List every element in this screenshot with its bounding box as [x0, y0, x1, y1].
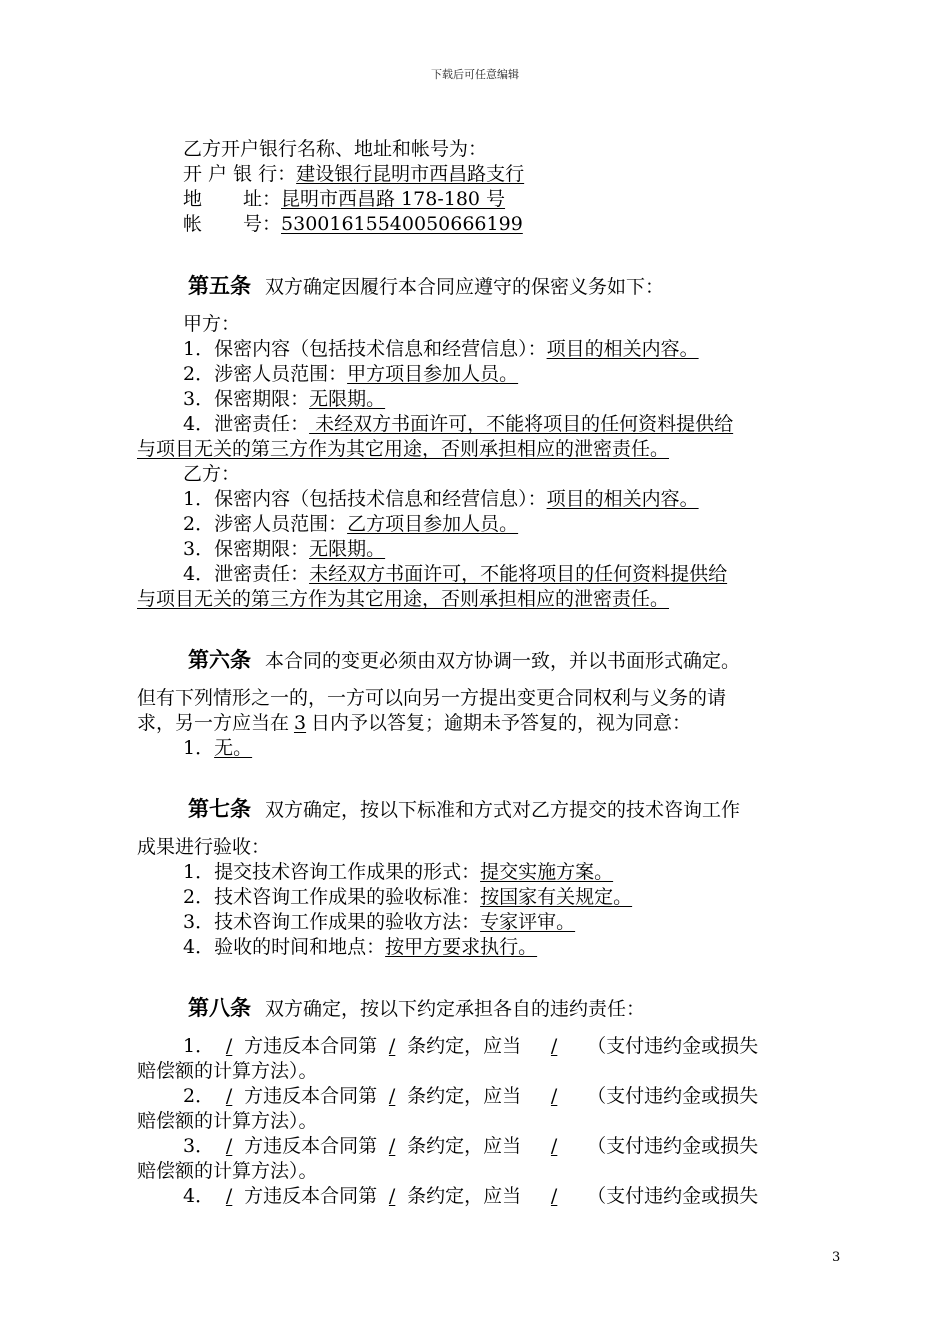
b-item-2-value: 乙方项目参加人员。	[347, 513, 519, 535]
item-text-3: （支付违约金或损失	[587, 1085, 759, 1107]
article-7-text-2: 成果进行验收：	[137, 836, 271, 858]
article-7-item-4-value: 按甲方要求执行。	[385, 936, 538, 958]
item-number: 2．	[183, 1085, 215, 1107]
a-item-3-label: 3．保密期限：	[183, 388, 310, 410]
article-6-text-3b: 日内予以答复；逾期未予答复的，视为同意：	[311, 712, 692, 734]
article-6-text-1: 本合同的变更必须由双方协调一致，并以书面形式确定。	[265, 650, 741, 672]
item-text-2: 条约定，应当	[407, 1135, 522, 1157]
item-continuation: 赔偿额的计算方法）。	[137, 1060, 318, 1082]
b-item-1	[183, 487, 723, 511]
bank-line	[183, 162, 814, 186]
reply-days: 3	[293, 712, 307, 734]
article-6-text-3a: 求，另一方应当在	[137, 712, 290, 734]
article-7-item-1-value: 提交实施方案。	[480, 861, 614, 883]
item-continuation: 赔偿额的计算方法）。	[137, 1160, 318, 1182]
account-value: 53001615540050666199	[281, 213, 523, 235]
item-text-3: （支付违约金或损失	[587, 1135, 759, 1157]
article-7-heading: 第七条	[188, 796, 251, 821]
article-6-line-3	[137, 711, 691, 735]
penalty-blank: /	[550, 1035, 558, 1057]
article-5-text: 双方确定因履行本合同应遵守的保密义务如下：	[265, 276, 665, 298]
article-7-item-3-value: 专家评审。	[480, 911, 576, 933]
penalty-blank: /	[550, 1135, 558, 1157]
article-8-title	[188, 996, 645, 1021]
a-item-3-value: 无限期。	[309, 388, 386, 410]
party-blank: /	[225, 1185, 233, 1207]
clause-blank: /	[388, 1135, 396, 1157]
article-8-item	[183, 1134, 758, 1158]
item-text-1: 方违反本合同第	[244, 1035, 378, 1057]
article-6-item-1-label: 1．	[183, 737, 215, 759]
address-label-2: 址：	[243, 188, 282, 210]
item-text-3: （支付违约金或损失	[587, 1035, 759, 1057]
b-item-4-value-2: 与项目无关的第三方作为其它用途，否则承担相应的泄密责任。	[137, 588, 670, 610]
party-blank: /	[225, 1135, 233, 1157]
a-item-4-value-1: 未经双方书面许可，不能将项目的任何资料提供给	[309, 413, 734, 435]
article-7-text-1: 双方确定，按以下标准和方式对乙方提交的技术咨询工作	[265, 799, 741, 821]
item-number: 1．	[183, 1035, 215, 1057]
b-item-2	[183, 512, 760, 536]
article-7-item-3	[183, 910, 756, 934]
a-item-2	[183, 362, 767, 386]
a-item-4	[183, 412, 733, 436]
clause-blank: /	[388, 1185, 396, 1207]
item-text-3: （支付违约金或损失	[587, 1185, 759, 1207]
account-line	[183, 212, 745, 236]
party-blank: /	[225, 1085, 233, 1107]
a-item-2-label: 2．涉密人员范围：	[183, 363, 348, 385]
item-text-2: 条约定，应当	[407, 1085, 522, 1107]
b-item-1-value: 项目的相关内容。	[546, 488, 699, 510]
item-text-2: 条约定，应当	[407, 1035, 522, 1057]
party-blank: /	[225, 1035, 233, 1057]
article-6-heading: 第六条	[188, 647, 251, 672]
article-8-item	[183, 1184, 758, 1208]
article-7-item-1	[183, 860, 782, 884]
bank-intro: 乙方开户银行名称、地址和帐号为：	[183, 138, 488, 160]
item-text-1: 方违反本合同第	[244, 1085, 378, 1107]
article-5-title	[188, 274, 664, 299]
item-text-1: 方违反本合同第	[244, 1185, 378, 1207]
item-number: 3．	[183, 1135, 215, 1157]
clause-blank: /	[388, 1085, 396, 1107]
b-item-3-label: 3．保密期限：	[183, 538, 310, 560]
article-7-item-1-label: 1．提交技术咨询工作成果的形式：	[183, 861, 481, 883]
a-item-2-value: 甲方项目参加人员。	[347, 363, 519, 385]
a-item-4-label: 4．泄密责任：	[183, 413, 310, 435]
party-a-label: 甲方：	[183, 313, 241, 335]
item-text-1: 方违反本合同第	[244, 1135, 378, 1157]
a-item-3	[183, 387, 645, 411]
article-8-item	[183, 1084, 758, 1108]
article-8-item	[183, 1034, 758, 1058]
article-6-title	[188, 648, 740, 673]
penalty-blank: /	[550, 1085, 558, 1107]
b-item-3-value: 无限期。	[309, 538, 386, 560]
address-label-1: 地	[183, 188, 203, 210]
article-7-item-2-value: 按国家有关规定。	[480, 886, 633, 908]
article-8-text: 双方确定，按以下约定承担各自的违约责任：	[265, 998, 646, 1020]
b-item-4-value-1: 未经双方书面许可，不能将项目的任何资料提供给	[309, 563, 728, 585]
page-number: 3	[832, 1250, 841, 1265]
penalty-blank: /	[550, 1185, 558, 1207]
address-line	[183, 187, 771, 211]
a-item-1	[183, 337, 733, 361]
article-7-item-4-label: 4．验收的时间和地点：	[183, 936, 386, 958]
item-continuation: 赔偿额的计算方法）。	[137, 1110, 318, 1132]
b-item-2-label: 2．涉密人员范围：	[183, 513, 348, 535]
article-8-heading: 第八条	[188, 995, 251, 1020]
bank-value: 建设银行昆明市西昌路支行	[296, 163, 525, 185]
item-number: 4．	[183, 1185, 215, 1207]
clause-blank: /	[388, 1035, 396, 1057]
address-value: 昆明市西昌路 178-180 号	[281, 188, 506, 210]
article-7-item-2	[183, 885, 666, 909]
item-text-2: 条约定，应当	[407, 1185, 522, 1207]
article-7-item-4	[183, 935, 795, 959]
b-item-1-label: 1．保密内容（包括技术信息和经营信息）：	[183, 488, 547, 510]
article-5-heading: 第五条	[188, 273, 251, 298]
account-label-1: 帐	[183, 213, 203, 235]
a-item-4-value-2: 与项目无关的第三方作为其它用途，否则承担相应的泄密责任。	[137, 438, 670, 460]
a-item-1-value: 项目的相关内容。	[546, 338, 699, 360]
page-header: 下载后可任意编辑	[431, 68, 519, 81]
a-item-1-label: 1．保密内容（包括技术信息和经营信息）：	[183, 338, 547, 360]
b-item-4-label: 4．泄密责任：	[183, 563, 310, 585]
article-6-item-1-value: 无。	[214, 737, 253, 759]
account-label-2: 号：	[243, 213, 282, 235]
b-item-3	[183, 537, 631, 561]
article-6-item-1	[183, 736, 544, 760]
article-7-title	[188, 797, 740, 822]
bank-label: 开 户 银 行：	[183, 163, 297, 185]
article-6-text-2: 但有下列情形之一的，一方可以向另一方提出变更合同权利与义务的请	[137, 687, 727, 709]
article-7-item-2-label: 2．技术咨询工作成果的验收标准：	[183, 886, 481, 908]
article-7-item-3-label: 3．技术咨询工作成果的验收方法：	[183, 911, 481, 933]
b-item-4	[183, 562, 727, 586]
party-b-label: 乙方：	[183, 463, 241, 485]
